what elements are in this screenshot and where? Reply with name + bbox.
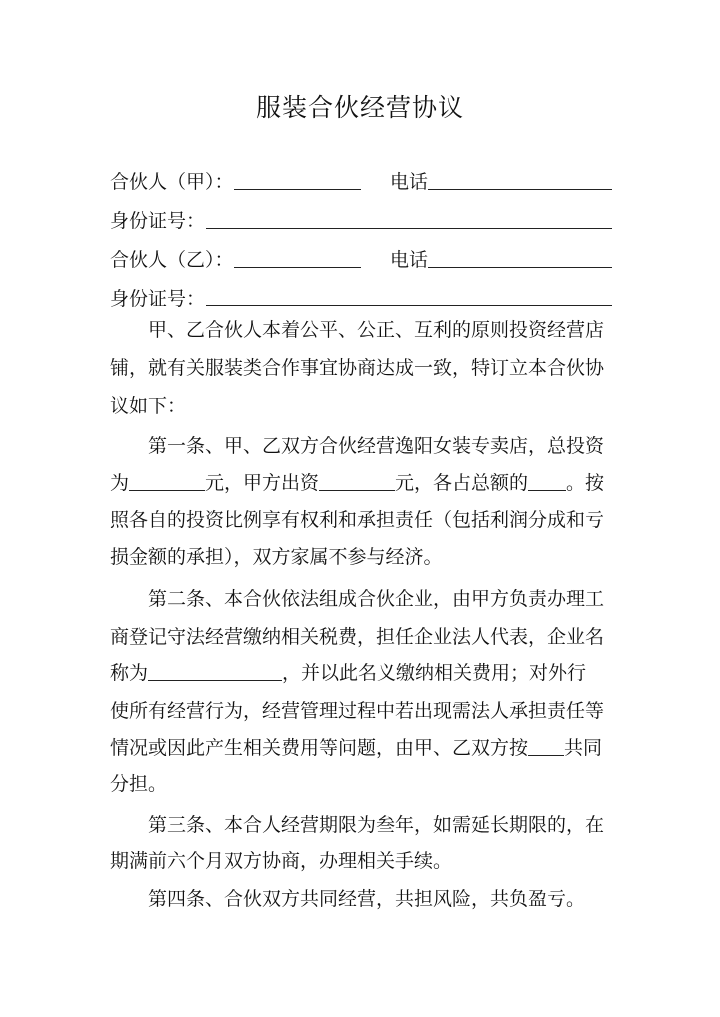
partner-a-name-field[interactable] <box>234 189 361 190</box>
article-2-text-a: 称为 <box>110 662 149 684</box>
share-ratio-field[interactable] <box>528 472 566 491</box>
total-investment-field[interactable] <box>129 472 205 491</box>
article-2-text-b: ，并以此名义缴纳相关费用；对外行 <box>282 662 587 684</box>
article-1-line-1: 第一条、甲、乙双方合伙经营逸阳女装专卖店，总投资 <box>148 435 605 457</box>
phone-label-a: 电话 <box>390 171 429 193</box>
article-4-line-1: 第四条、合伙双方共同经营，共担风险，共负盈亏。 <box>148 888 586 910</box>
article-1-text-d: 。按 <box>566 472 605 494</box>
partner-b-id-field[interactable] <box>206 305 612 306</box>
id-label-a: 身份证号： <box>110 210 206 232</box>
article-2-line-2: 商登记守法经营缴纳相关税费，担任企业法人代表，企业名 <box>110 626 605 648</box>
article-2-line-3 <box>110 659 586 687</box>
cost-sharing-ratio-field[interactable] <box>528 737 564 756</box>
article-2-line-6: 分担。 <box>110 773 168 795</box>
article-2-line-4: 使所有经营行为，经营管理过程中若出现需法人承担责任等 <box>110 700 605 722</box>
id-label-b: 身份证号： <box>110 288 206 310</box>
company-name-field[interactable] <box>148 662 282 681</box>
article-2-line-1: 第二条、本合伙依法组成合伙企业，由甲方负责办理工 <box>148 588 605 610</box>
partner-b-label: 合伙人（乙）： <box>110 249 234 271</box>
intro-line-3: 议如下： <box>110 395 187 417</box>
article-1-line-2 <box>110 469 604 497</box>
partner-b-phone-field[interactable] <box>428 267 612 268</box>
partner-a-id-field[interactable] <box>206 228 612 229</box>
intro-line-1: 甲、乙合伙人本着公平、公正、互利的原则投资经营店 <box>148 319 605 341</box>
party-a-investment-field[interactable] <box>319 472 395 491</box>
document-title: 服装合伙经营协议 <box>255 93 464 122</box>
article-3-line-1: 第三条、本合人经营期限为叁年，如需延长期限的，在 <box>148 814 605 836</box>
article-2-text-c: 情况或因此产生相关费用等问题，由甲、乙双方按 <box>110 737 529 759</box>
intro-line-2: 铺，就有关服装类合作事宜协商达成一致，特订立本合伙协 <box>110 357 605 379</box>
article-1-text-b: 元，甲方出资 <box>205 472 320 494</box>
article-1-line-4: 损金额的承担），双方家属不参与经济。 <box>110 546 443 568</box>
partner-a-label: 合伙人（甲）： <box>110 171 234 193</box>
partner-a-phone-field[interactable] <box>428 189 612 190</box>
article-2-line-5 <box>110 734 602 762</box>
article-2-text-d: 共同 <box>564 737 603 759</box>
partner-b-name-field[interactable] <box>234 267 361 268</box>
phone-label-b: 电话 <box>390 249 429 271</box>
article-1-line-3: 照各自的投资比例享有权利和承担责任（包括利润分成和亏 <box>110 509 605 531</box>
article-3-line-2: 期满前六个月双方协商，办理相关手续。 <box>110 850 453 872</box>
article-1-text-c: 元，各占总额的 <box>395 472 529 494</box>
article-1-text-a: 为 <box>110 472 130 494</box>
